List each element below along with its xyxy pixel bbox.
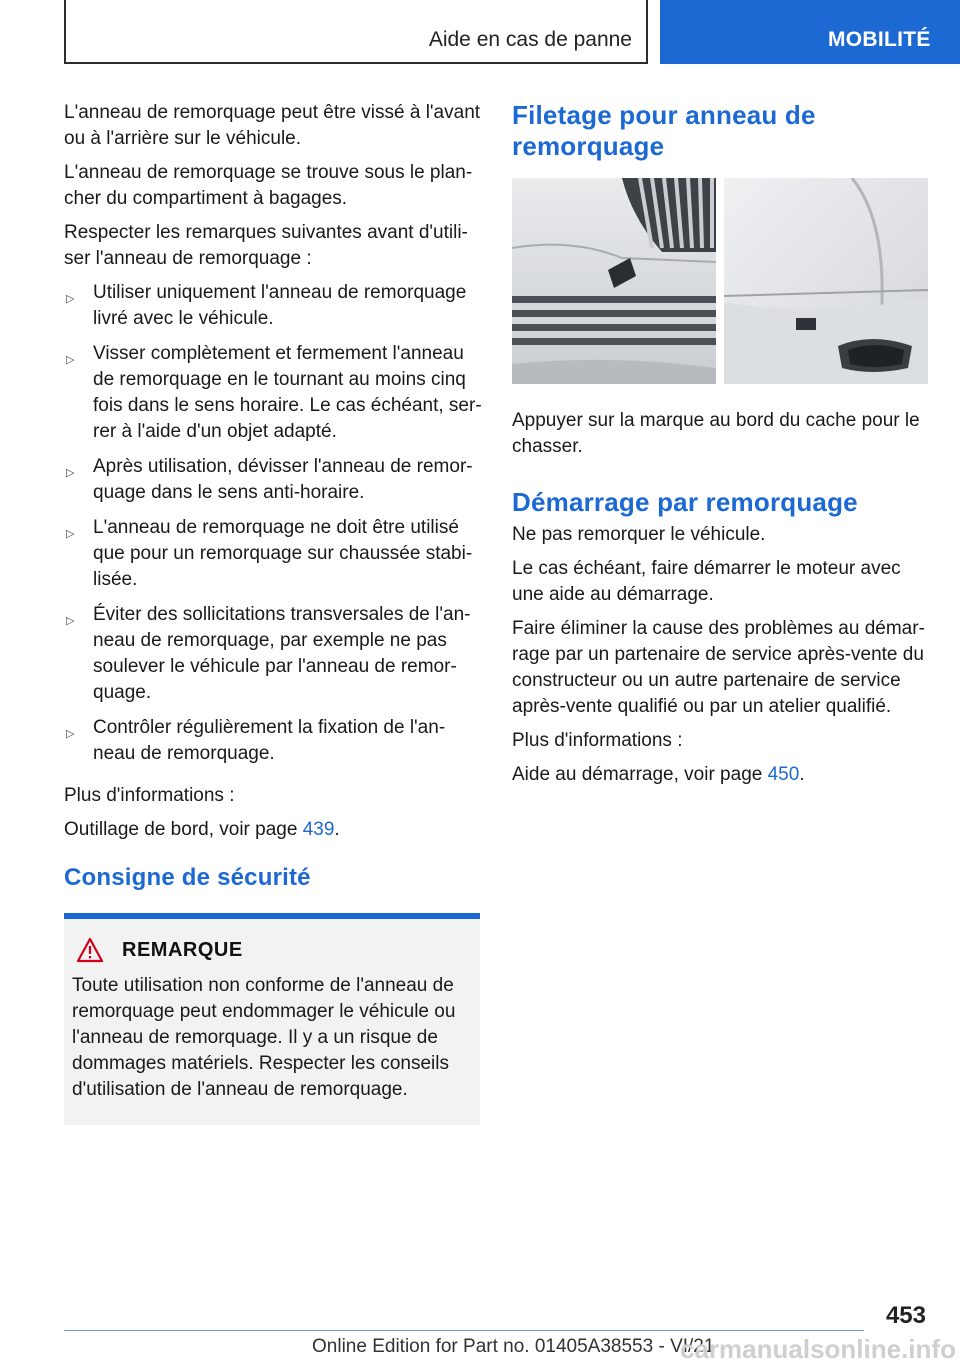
body-paragraph: Le cas échéant, faire démarrer le moteur avec une aide au démarrage. — [512, 558, 901, 605]
triangle-bullet-icon: ▷ — [66, 615, 75, 627]
more-info-label: Plus d'informations : — [512, 730, 683, 751]
warning-header — [72, 937, 472, 963]
chapter-tab[interactable] — [660, 0, 960, 64]
triangle-bullet-icon: ▷ — [66, 728, 75, 740]
cross-reference — [64, 817, 482, 843]
intro-paragraph: Respecter les remarques suivantes avant d'utili-ser l'anneau de remorquage : — [64, 222, 468, 269]
page-link[interactable]: 439 — [302, 819, 335, 840]
section-title: Aide en cas de panne — [428, 28, 632, 51]
edition-note: Online Edition for Part no. 01405A38553 - VI/21 — [312, 1336, 715, 1357]
triangle-bullet-icon: ▷ — [66, 467, 75, 479]
tow-start-heading: Démarrage par remorquage — [512, 487, 858, 517]
watermark: carmanualsonline.info — [680, 1334, 956, 1364]
triangle-bullet-icon: ▷ — [66, 293, 75, 305]
body-paragraph: Faire éliminer la cause des problèmes au démar-rage par un partenaire de service après-vente du constructeur ou un autre partenaire de service après-vente qualifié ou par un atelier qualifié. — [512, 618, 925, 717]
list-item-text: Utiliser uniquement l'anneau de remorquage livré avec le véhicule. — [93, 282, 467, 329]
list-item-text: Éviter des sollicitations transversales de l'an-neau de remorquage, par exemple ne pas soulever le véhicule par l'anneau de remor-quage. — [93, 604, 471, 703]
safety-heading: Consigne de sécurité — [64, 864, 311, 891]
chapter-tab-label: MOBILITÉ — [828, 28, 931, 51]
list-item — [64, 515, 482, 593]
cross-reference — [512, 762, 932, 788]
thread-heading: Filetage pour anneau de remorquage — [512, 100, 816, 161]
page-link[interactable]: 450 — [767, 764, 800, 785]
list-item — [64, 602, 482, 706]
more-info-label: Plus d'informations : — [64, 785, 235, 806]
warning-text: Toute utilisation non conforme de l'anneau de remorquage peut endommager le véhicule ou l'anneau de remorquage. Il y a un risque de dommages matériels. Respecter les conseils d'utilisation de l'anneau de remorquage. — [72, 975, 456, 1100]
cross-reference-text: Outillage de bord, voir page — [64, 819, 303, 840]
triangle-bullet-icon: ▷ — [66, 354, 75, 366]
list-item-text: Contrôler régulièrement la fixation de l'an-neau de remorquage. — [93, 717, 446, 764]
cross-reference-end: . — [799, 764, 805, 785]
intro-paragraph: L'anneau de remorquage se trouve sous le plan-cher du compartiment à bagages. — [64, 162, 473, 209]
warning-triangle-icon — [76, 937, 104, 963]
warning-box — [64, 913, 480, 1125]
list-item — [64, 280, 482, 332]
list-item — [64, 715, 482, 767]
triangle-bullet-icon: ▷ — [66, 528, 75, 540]
intro-paragraph: L'anneau de remorquage peut être vissé à l'avant ou à l'arrière sur le véhicule. — [64, 102, 481, 149]
photo-caption: Appuyer sur la marque au bord du cache pour le chasser. — [512, 410, 920, 457]
list-item-text: Après utilisation, dévisser l'anneau de remor-quage dans le sens anti-horaire. — [93, 456, 473, 503]
bumper-cover-photo — [512, 178, 928, 384]
footer-divider — [64, 1330, 864, 1331]
list-item-text: Visser complètement et fermement l'anneau de remorquage en le tournant au moins cinq fois dans le sens horaire. Le cas échéant, ser-rer à l'aide d'un objet adapté. — [93, 343, 482, 442]
body-paragraph: Ne pas remorquer le véhicule. — [512, 524, 766, 545]
list-item-text: L'anneau de remorquage ne doit être utilisé que pour un remorquage sur chaussée stabi-lisée. — [93, 517, 473, 590]
cross-reference-text: Aide au démarrage, voir page — [512, 764, 768, 785]
rear-tow-cover-mark — [796, 318, 816, 330]
list-item — [64, 454, 482, 506]
header-bar — [64, 0, 648, 64]
cross-reference-end: . — [334, 819, 340, 840]
page-number: 453 — [885, 1302, 926, 1329]
remarks-list — [64, 280, 482, 767]
right-column — [512, 100, 932, 796]
warning-label: REMARQUE — [122, 938, 243, 961]
list-item — [64, 341, 482, 445]
left-column — [64, 100, 482, 1125]
